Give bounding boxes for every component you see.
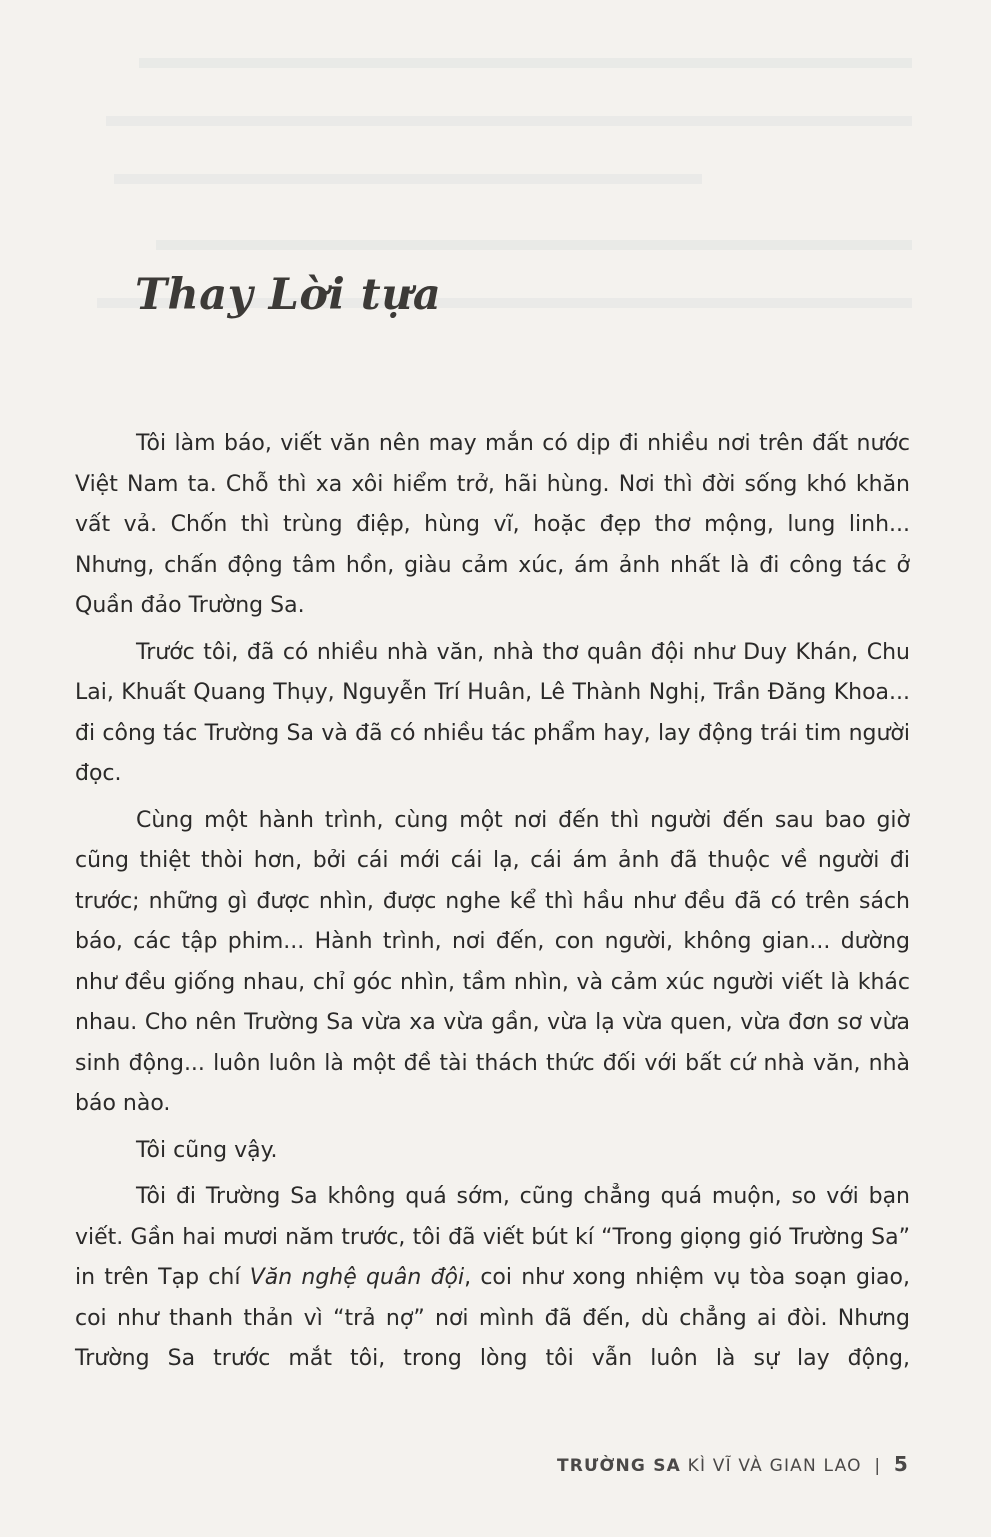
bleed-through-texture xyxy=(72,40,912,370)
paragraph: Tôi cũng vậy. xyxy=(136,1137,278,1163)
footer-separator: | xyxy=(874,1456,882,1476)
chapter-title: Thay Lời tựa xyxy=(135,270,442,320)
body-text xyxy=(75,424,910,1386)
running-footer xyxy=(557,1452,909,1476)
paragraph-text: Tôi đi Trường Sa không quá sớm, cũng chẳng quá muộn, so với bạn viết. Gần hai mươi năm trước, tôi đã viết bút kí “Trong giọng gió Trường Sa” in trên Tạp chí xyxy=(75,1184,910,1290)
footer-book-title-rest: KÌ VĨ VÀ GIAN LAO xyxy=(687,1456,862,1476)
paragraph-with-italic xyxy=(75,1177,910,1380)
paragraph: Cùng một hành trình, cùng một nơi đến thì người đến sau bao giờ cũng thiệt thòi hơn, bởi cái mới cái lạ, cái ám ảnh đã thuộc về người đi trước; những gì được nhìn, được nghe kể thì hầu như đều đã có trên sách báo, các tập phim... Hành trình, nơi đến, con người, không gian... dường như đều giống nhau, chỉ góc nhìn, tầm nhìn, và cảm xúc người viết là khác nhau. Cho nên Trường Sa vừa xa vừa gần, vừa lạ vừa quen, vừa đơn sơ vừa sinh động... luôn luôn là một đề tài thách thức đối với bất cứ nhà văn, nhà báo nào. xyxy=(75,807,910,1116)
footer-book-title-bold: TRƯỜNG SA xyxy=(556,1456,681,1476)
paragraph-text: , coi như xong nhiệm vụ tòa soạn giao, coi như thanh thản vì “trả nợ” nơi mình đã đến, dù chẳng ai đòi. Nhưng Trường Sa trước mắt tôi, trong lòng tôi vẫn luôn là sự lay động, xyxy=(75,1265,910,1371)
magazine-name: Văn nghệ quân đội xyxy=(249,1265,465,1290)
paragraph: Tôi làm báo, viết văn nên may mắn có dịp đi nhiều nơi trên đất nước Việt Nam ta. Chỗ thì xa xôi hiểm trở, hãi hùng. Nơi thì đời sống khó khăn vất vả. Chốn thì trùng điệp, hùng vĩ, hoặc đẹp thơ mộng, lung linh... Nhưng, chấn động tâm hồn, giàu cảm xúc, ám ảnh nhất là đi công tác ở Quần đảo Trường Sa. xyxy=(75,431,910,618)
page-number: 5 xyxy=(893,1452,909,1476)
paragraph: Trước tôi, đã có nhiều nhà văn, nhà thơ quân đội như Duy Khán, Chu Lai, Khuất Quang Thụy, Nguyễn Trí Huân, Lê Thành Nghị, Trần Đăng Khoa... đi công tác Trường Sa và đã có nhiều tác phẩm hay, lay động trái tim người đọc. xyxy=(75,639,910,786)
